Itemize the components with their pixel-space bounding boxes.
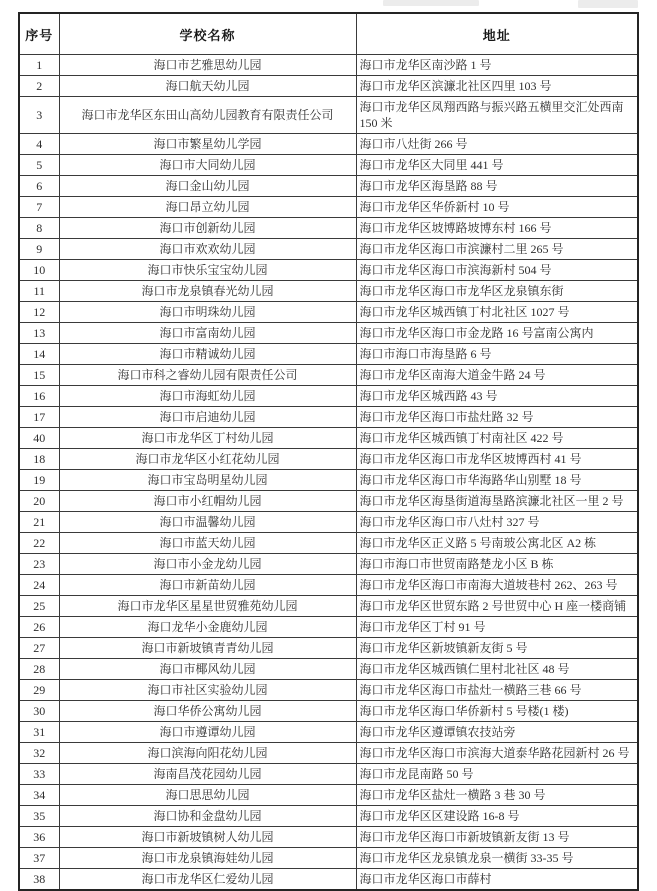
address-cell: 海口市八灶街 266 号: [356, 134, 638, 155]
table-row: [19, 97, 638, 134]
seq-cell: 4: [19, 134, 59, 155]
address-cell: 海口市龙华区龙泉镇龙泉一横街 33-35 号: [356, 848, 638, 869]
seq-cell: 8: [19, 218, 59, 239]
table-row: [19, 596, 638, 617]
address-cell: 海口市龙华区海垦路 88 号: [356, 176, 638, 197]
table-row: [19, 764, 638, 785]
school-name-cell: 海口市温馨幼儿园: [59, 512, 356, 533]
address-cell: 海口市龙华区区建设路 16-8 号: [356, 806, 638, 827]
seq-cell: 24: [19, 575, 59, 596]
address-cell: 海口市龙华区海口市龙华区坡博西村 41 号: [356, 449, 638, 470]
school-name-cell: 海口市新坡镇树人幼儿园: [59, 827, 356, 848]
school-name-cell: 海口市社区实验幼儿园: [59, 680, 356, 701]
address-cell: 海口市海口市世贸南路楚龙小区 B 栋: [356, 554, 638, 575]
table-row: [19, 155, 638, 176]
table-row: [19, 827, 638, 848]
address-cell: 海口市龙华区海口市滨海新村 504 号: [356, 260, 638, 281]
address-cell: 海口市龙华区海口市盐灶一横路三巷 66 号: [356, 680, 638, 701]
table-row: [19, 470, 638, 491]
table-row: [19, 239, 638, 260]
school-roster-table: [18, 12, 639, 891]
seq-cell: 22: [19, 533, 59, 554]
seq-cell: 10: [19, 260, 59, 281]
address-cell: 海口市龙华区大同里 441 号: [356, 155, 638, 176]
table-row: [19, 323, 638, 344]
school-name-cell: 海口昂立幼儿园: [59, 197, 356, 218]
table-row: [19, 680, 638, 701]
table-row: [19, 638, 638, 659]
seq-cell: 25: [19, 596, 59, 617]
seq-cell: 30: [19, 701, 59, 722]
table-row: [19, 302, 638, 323]
address-cell: 海口市龙华区正义路 5 号南玻公寓北区 A2 栋: [356, 533, 638, 554]
school-name-cell: 海口龙华小金鹿幼儿园: [59, 617, 356, 638]
header-school-name: 学校名称: [59, 13, 356, 55]
address-cell: 海口市龙华区海口市盐灶路 32 号: [356, 407, 638, 428]
school-name-cell: 海口市龙华区小红花幼儿园: [59, 449, 356, 470]
school-name-cell: 海口市艺雅思幼儿园: [59, 55, 356, 76]
address-cell: 海口市龙华区海口市龙华区龙泉镇东街: [356, 281, 638, 302]
header-address: 地址: [356, 13, 638, 55]
seq-cell: 20: [19, 491, 59, 512]
address-cell: 海口市龙华区盐灶一横路 3 巷 30 号: [356, 785, 638, 806]
school-name-cell: 海口滨海向阳花幼儿园: [59, 743, 356, 764]
school-name-cell: 海口航天幼儿园: [59, 76, 356, 97]
table-row: [19, 76, 638, 97]
address-cell: 海口市龙华区滨濂北社区四里 103 号: [356, 76, 638, 97]
table-row: [19, 554, 638, 575]
seq-cell: 18: [19, 449, 59, 470]
address-cell: 海口市龙华区海口市滨濂村二里 265 号: [356, 239, 638, 260]
table-row: [19, 407, 638, 428]
school-name-cell: 海口市小红帽幼儿园: [59, 491, 356, 512]
address-cell: 海口市龙华区遵谭镇农技站旁: [356, 722, 638, 743]
seq-cell: 12: [19, 302, 59, 323]
school-name-cell: 海口市启迪幼儿园: [59, 407, 356, 428]
address-cell: 海口市龙华区城西镇仁里村北社区 48 号: [356, 659, 638, 680]
seq-cell: 14: [19, 344, 59, 365]
address-cell: 海口市龙华区坡博路坡博东村 166 号: [356, 218, 638, 239]
seq-cell: 35: [19, 806, 59, 827]
table-row: [19, 218, 638, 239]
table-row: [19, 869, 638, 891]
address-cell: 海口市龙华区海口市金龙路 16 号富南公寓内: [356, 323, 638, 344]
school-name-cell: 海口市龙泉镇海娃幼儿园: [59, 848, 356, 869]
seq-cell: 27: [19, 638, 59, 659]
header-seq: 序号: [19, 13, 59, 55]
school-name-cell: 海口市创新幼儿园: [59, 218, 356, 239]
table-row: [19, 281, 638, 302]
document-sheet: [18, 12, 639, 891]
seq-cell: 15: [19, 365, 59, 386]
school-name-cell: 海口市椰风幼儿园: [59, 659, 356, 680]
seq-cell: 17: [19, 407, 59, 428]
table-row: [19, 260, 638, 281]
school-name-cell: 海口市欢欢幼儿园: [59, 239, 356, 260]
seq-cell: 19: [19, 470, 59, 491]
table-row: [19, 344, 638, 365]
seq-cell: 5: [19, 155, 59, 176]
table-row: [19, 659, 638, 680]
school-name-cell: 海口市快乐宝宝幼儿园: [59, 260, 356, 281]
table-row: [19, 785, 638, 806]
seq-cell: 7: [19, 197, 59, 218]
table-row: [19, 701, 638, 722]
school-name-cell: 海口市小金龙幼儿园: [59, 554, 356, 575]
table-row: [19, 386, 638, 407]
school-name-cell: 海口市科之睿幼儿园有限责任公司: [59, 365, 356, 386]
seq-cell: 23: [19, 554, 59, 575]
address-cell: 海口市龙华区南海大道金牛路 24 号: [356, 365, 638, 386]
school-name-cell: 海口协和金盘幼儿园: [59, 806, 356, 827]
seq-cell: 1: [19, 55, 59, 76]
address-cell: 海口市龙华区海口市华海路华山别墅 18 号: [356, 470, 638, 491]
table-row: [19, 512, 638, 533]
address-cell: 海口市龙华区城西路 43 号: [356, 386, 638, 407]
seq-cell: 28: [19, 659, 59, 680]
scan-artifact: [578, 0, 638, 8]
school-name-cell: 海口市繁星幼儿学园: [59, 134, 356, 155]
table-row: [19, 365, 638, 386]
address-cell: 海口市龙华区海口市新坡镇新友街 13 号: [356, 827, 638, 848]
school-name-cell: 海口市海虹幼儿园: [59, 386, 356, 407]
seq-cell: 2: [19, 76, 59, 97]
table-row: [19, 197, 638, 218]
address-cell: 海口市海口市海垦路 6 号: [356, 344, 638, 365]
seq-cell: 33: [19, 764, 59, 785]
school-name-cell: 海口市新苗幼儿园: [59, 575, 356, 596]
school-name-cell: 海口思思幼儿园: [59, 785, 356, 806]
school-name-cell: 海口市龙华区星星世贸雅苑幼儿园: [59, 596, 356, 617]
school-name-cell: 海南昌茂花园幼儿园: [59, 764, 356, 785]
seq-cell: 29: [19, 680, 59, 701]
school-name-cell: 海口市遵谭幼儿园: [59, 722, 356, 743]
seq-cell: 37: [19, 848, 59, 869]
seq-cell: 34: [19, 785, 59, 806]
address-cell: 海口市龙华区城西镇丁村南社区 422 号: [356, 428, 638, 449]
table-row: [19, 491, 638, 512]
seq-cell: 9: [19, 239, 59, 260]
school-name-cell: 海口市龙泉镇春光幼儿园: [59, 281, 356, 302]
seq-cell: 26: [19, 617, 59, 638]
school-name-cell: 海口市大同幼儿园: [59, 155, 356, 176]
address-cell: 海口市龙华区华侨新村 10 号: [356, 197, 638, 218]
school-name-cell: 海口市龙华区丁村幼儿园: [59, 428, 356, 449]
address-cell: 海口市龙华区海垦街道海垦路滨濂北社区一里 2 号: [356, 491, 638, 512]
school-name-cell: 海口金山幼儿园: [59, 176, 356, 197]
seq-cell: 31: [19, 722, 59, 743]
table-row: [19, 743, 638, 764]
address-cell: 海口市龙华区新坡镇新友街 5 号: [356, 638, 638, 659]
address-cell: 海口市龙华区海口市滨海大道泰华路花园新村 26 号: [356, 743, 638, 764]
school-name-cell: 海口市精诚幼儿园: [59, 344, 356, 365]
address-cell: 海口市龙华区南沙路 1 号: [356, 55, 638, 76]
school-name-cell: 海口华侨公寓幼儿园: [59, 701, 356, 722]
address-cell: 海口市龙华区凤翔西路与振兴路五横里交汇处西南 150 米: [356, 97, 638, 134]
table-row: [19, 806, 638, 827]
seq-cell: 3: [19, 97, 59, 134]
school-name-cell: 海口市蓝天幼儿园: [59, 533, 356, 554]
address-cell: 海口市龙昆南路 50 号: [356, 764, 638, 785]
seq-cell: 38: [19, 869, 59, 891]
seq-cell: 21: [19, 512, 59, 533]
table-row: [19, 449, 638, 470]
school-name-cell: 海口市龙华区东田山高幼儿园教育有限责任公司: [59, 97, 356, 134]
table-row: [19, 428, 638, 449]
scan-artifact: [383, 0, 479, 6]
table-row: [19, 55, 638, 76]
school-name-cell: 海口市新坡镇青青幼儿园: [59, 638, 356, 659]
school-name-cell: 海口市龙华区仁爱幼儿园: [59, 869, 356, 891]
seq-cell: 40: [19, 428, 59, 449]
table-row: [19, 617, 638, 638]
address-cell: 海口市龙华区海口华侨新村 5 号楼(1 楼): [356, 701, 638, 722]
table-row: [19, 176, 638, 197]
table-header: [19, 13, 638, 55]
seq-cell: 32: [19, 743, 59, 764]
seq-cell: 36: [19, 827, 59, 848]
address-cell: 海口市龙华区海口市薛村: [356, 869, 638, 891]
seq-cell: 13: [19, 323, 59, 344]
school-name-cell: 海口市明珠幼儿园: [59, 302, 356, 323]
seq-cell: 11: [19, 281, 59, 302]
table-row: [19, 722, 638, 743]
address-cell: 海口市龙华区世贸东路 2 号世贸中心 H 座一楼商铺: [356, 596, 638, 617]
school-name-cell: 海口市宝岛明星幼儿园: [59, 470, 356, 491]
table-body: [19, 55, 638, 891]
seq-cell: 16: [19, 386, 59, 407]
header-row: [19, 13, 638, 55]
table-row: [19, 134, 638, 155]
address-cell: 海口市龙华区海口市南海大道坡巷村 262、263 号: [356, 575, 638, 596]
address-cell: 海口市龙华区城西镇丁村北社区 1027 号: [356, 302, 638, 323]
table-row: [19, 848, 638, 869]
address-cell: 海口市龙华区丁村 91 号: [356, 617, 638, 638]
table-row: [19, 533, 638, 554]
table-row: [19, 575, 638, 596]
seq-cell: 6: [19, 176, 59, 197]
address-cell: 海口市龙华区海口市八灶村 327 号: [356, 512, 638, 533]
school-name-cell: 海口市富南幼儿园: [59, 323, 356, 344]
